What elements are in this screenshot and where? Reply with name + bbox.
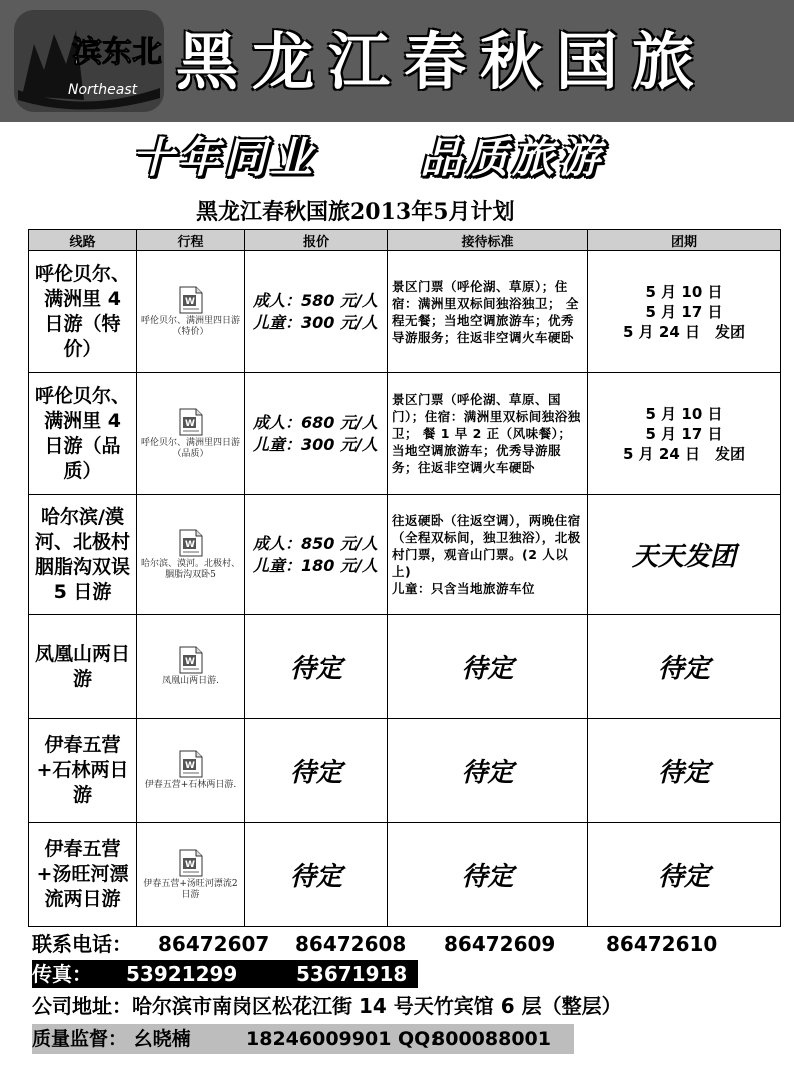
itinerary-doc-label: 哈尔滨、漠河。北极村、胭脂沟双卧5 [141,558,241,580]
itinerary-doc-label: 凤凰山两日游. [162,676,219,686]
itinerary-doc-label: 呼伦贝尔、满洲里四日游（特价） [141,315,241,337]
fax-label: 传真： [32,962,92,986]
header-itinerary: 行程 [137,230,245,251]
schedule-date: 5 月 17 日 [645,302,723,321]
standard-tbd: 待定 [388,719,588,823]
route-name: 哈尔滨/漠河、北极村胭脂沟双误 5 日游 [29,495,137,615]
phone-number: 86472609 [444,932,556,956]
price-tbd: 待定 [245,615,388,719]
phone-label: 联系电话： [32,932,132,956]
quality-phone: 18246009901 [246,1028,392,1050]
service-standard: 景区门票（呼伦湖、草原）；住宿：满洲里双标间独浴独卫； 全程无餐；当地空调旅游车；优秀导游服务；往返非空调火车硬卧 [388,251,588,373]
table-row [29,615,781,719]
table-row [29,823,781,927]
routes-table [28,229,781,927]
schedule-date: 5 月 10 日 [645,404,723,423]
route-name: 呼伦贝尔、满洲里 4 日游（特价） [29,251,137,373]
word-document-icon [178,529,204,557]
table-row [29,495,781,615]
quality-supervision [32,1024,574,1054]
logo-subtext: Northeast [68,82,138,98]
service-standard-note: 儿童：只含当地旅游车位 [392,581,536,596]
table-row [29,251,781,373]
qq-label: QQ: [398,1028,438,1050]
plan-title: 黑龙江春秋国旅2013年5月计划 [196,199,515,225]
svg-text:W: W [184,859,195,870]
service-standard: 景区门票（呼伦湖、草原、国门）；住宿：满洲里双标间独浴独卫； 餐 1 早 2 正（风味餐）；当地空调旅游车；优秀导游服务；往返非空调火车硬卧 [388,373,588,495]
header-banner [0,0,794,122]
header-price: 报价 [245,230,388,251]
itinerary-doc[interactable] [137,373,245,495]
price-cell [245,373,388,495]
svg-text:W: W [184,657,195,667]
itinerary-doc[interactable] [137,823,245,927]
logo-text: 滨东北 [72,35,162,70]
standard-tbd: 待定 [388,615,588,719]
phone-number: 86472607 [158,932,270,956]
table-row [29,719,781,823]
standard-tbd: 待定 [388,823,588,927]
service-standard [388,495,588,615]
schedule-cell [588,251,781,373]
itinerary-doc[interactable] [137,615,245,719]
header-schedule: 团期 [588,230,781,251]
schedule-date: 5 月 24 日 发团 [623,322,745,341]
word-document-icon [178,849,204,877]
service-standard-text: 往返硬卧（往返空调），两晚住宿（全程双标间，独卫独浴），北极村门票，观音山门票。(2 人以上) [392,513,581,579]
phone-number: 86472610 [606,932,718,956]
price-cell [245,251,388,373]
itinerary-doc[interactable] [137,251,245,373]
itinerary-doc-label: 呼伦贝尔、满洲里四日游（品质） [141,437,241,459]
svg-text:W: W [184,296,195,307]
itinerary-doc[interactable] [137,719,245,823]
route-name: 伊春五营+石林两日游 [29,719,137,823]
svg-text:W: W [184,539,195,550]
price-adult: 成人：680 元/人 [253,412,378,432]
phone-number: 86472608 [295,932,407,956]
route-name: 呼伦贝尔、满洲里 4 日游（品质） [29,373,137,495]
fax-bar [32,960,418,988]
slogan-part1: 十年同业 [132,133,317,182]
route-name: 凤凰山两日游 [29,615,137,719]
quality-person: 幺晓楠 [133,1028,191,1050]
price-child: 儿童：300 元/人 [253,434,378,454]
schedule-tbd: 待定 [588,615,781,719]
word-document-icon [178,750,204,778]
schedule-daily: 天天发团 [588,495,781,615]
quality-label: 质量监督： [32,1028,128,1050]
itinerary-doc-label: 伊春五营+石林两日游. [144,780,237,790]
table-row [29,373,781,495]
fax-number: 53671918 [296,962,408,986]
schedule-date: 5 月 17 日 [645,424,723,443]
table-header-row [29,230,781,251]
schedule-tbd: 待定 [588,823,781,927]
schedule-date: 5 月 24 日 发团 [623,444,745,463]
slogan-part2: 品质旅游 [420,133,605,182]
itinerary-doc[interactable] [137,495,245,615]
schedule-cell [588,373,781,495]
header-route: 线路 [29,230,137,251]
price-tbd: 待定 [245,719,388,823]
company-logo [14,10,164,112]
price-cell [245,495,388,615]
company-name: 黑龙江春秋国旅 [176,25,709,98]
route-name: 伊春五营+汤旺河漂流两日游 [29,823,137,927]
company-address: 公司地址：哈尔滨市南岗区松花江街 14 号天竹宾馆 6 层（整层） [32,994,622,1018]
schedule-tbd: 待定 [588,719,781,823]
schedule-date: 5 月 10 日 [645,282,723,301]
price-adult: 成人：580 元/人 [253,290,378,310]
price-child: 儿童：180 元/人 [253,555,378,575]
svg-text:W: W [184,761,195,771]
contact-phones [32,931,772,957]
price-adult: 成人：850 元/人 [253,533,378,553]
header-standard: 接待标准 [388,230,588,251]
itinerary-doc-label: 伊春五营+汤旺河漂流2日游 [143,878,238,900]
word-document-icon [178,286,204,314]
price-tbd: 待定 [245,823,388,927]
word-document-icon [178,646,204,674]
svg-text:W: W [184,418,195,429]
qq-number: 800088001 [432,1028,551,1050]
fax-number: 53921299 [126,962,238,986]
price-child: 儿童：300 元/人 [253,312,378,332]
word-document-icon [178,408,204,436]
